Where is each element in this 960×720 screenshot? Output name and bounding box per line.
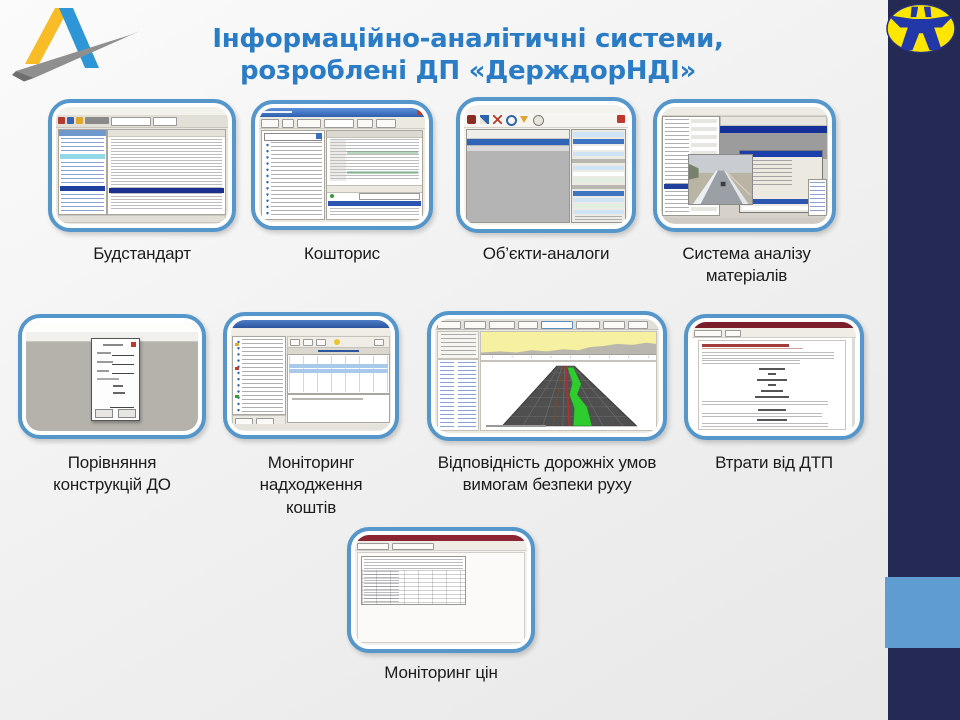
screenshot-monitorynh-koshtiv <box>231 320 391 431</box>
page-title <box>140 24 796 87</box>
header-text <box>364 559 463 570</box>
section-label <box>97 378 119 380</box>
thumbnail-monitorynh-koshtiv <box>223 312 399 439</box>
list-header <box>108 130 225 137</box>
mini-document <box>698 340 846 430</box>
price-table-body <box>361 570 466 605</box>
mini-side-list <box>808 179 827 216</box>
caption-vtraty-dtp: Втрати від ДТП <box>715 453 833 472</box>
field-underline-input <box>110 402 134 408</box>
tab <box>603 321 625 329</box>
ukravtodor-emblem-icon <box>884 3 958 54</box>
view-caption-line <box>486 425 546 427</box>
number-column <box>458 362 476 428</box>
detail-header-line <box>292 398 363 400</box>
mini-list-panel <box>107 129 226 215</box>
title-text <box>262 111 292 113</box>
search-icon <box>506 115 517 126</box>
selected-row <box>467 139 569 145</box>
bullet-column <box>235 339 241 412</box>
mini-statusbar <box>58 215 226 223</box>
prop-row <box>573 132 624 137</box>
tab <box>464 321 486 329</box>
mini-statusbar <box>662 218 827 223</box>
text-rows <box>330 139 419 181</box>
prop-row-selected <box>573 191 624 196</box>
caption-vidpovidnist: Відповідність дорожніх умов вимогам безпеки руху <box>437 453 657 495</box>
close-icon <box>417 109 423 115</box>
info-icon <box>533 115 544 126</box>
value-row <box>95 389 135 396</box>
profile-chart-image <box>481 332 656 360</box>
right-sidebar-accent-block <box>885 577 960 648</box>
filter-row <box>329 193 420 199</box>
tab <box>628 321 648 329</box>
green-text-row <box>347 171 418 174</box>
thumbnail-systema-analizu <box>653 99 836 232</box>
alert-icon <box>235 367 239 370</box>
selected-row <box>289 364 388 368</box>
value-row <box>95 382 135 389</box>
toolbar-chip <box>153 117 177 126</box>
toolbar-chip <box>58 117 65 124</box>
mini-records-table <box>466 129 570 223</box>
toolbar-button <box>290 339 300 346</box>
prop-row <box>573 166 624 170</box>
toolbar-button <box>282 119 294 128</box>
page-title-line2: розроблені ДП «ДерждорНДІ» <box>240 55 696 86</box>
text-lines <box>111 139 222 211</box>
star-icon <box>334 339 340 345</box>
road-photo <box>688 154 753 205</box>
tab <box>392 543 434 550</box>
table-header <box>327 131 422 138</box>
delete-x-icon <box>493 115 502 124</box>
text-lines <box>242 339 283 412</box>
toolbar-button <box>357 119 373 128</box>
field-labels <box>665 119 689 213</box>
highlight-row <box>60 154 105 159</box>
text-rows <box>330 208 419 217</box>
toolbar-button <box>376 119 396 128</box>
tab-active <box>541 321 573 329</box>
formula-line <box>755 396 789 398</box>
paragraph-lines <box>702 423 828 427</box>
mini-data-table <box>287 354 390 394</box>
field-underline-input <box>112 368 134 374</box>
caption-monitorynh-koshtiv: Моніторинг надходження коштів <box>259 453 363 517</box>
formula-line <box>768 384 776 386</box>
tab <box>357 543 389 550</box>
prop-row <box>573 146 624 150</box>
mini-table-panel <box>326 130 423 220</box>
mini-top-toolbar <box>720 116 827 126</box>
mini-detail-panel <box>287 394 390 423</box>
row-labels <box>364 571 399 603</box>
thumbnail-monitorynh-tsin <box>347 527 535 653</box>
field-label <box>97 352 111 354</box>
mini-statusbar <box>232 424 390 430</box>
paragraph-lines <box>702 401 828 407</box>
prop-row <box>573 172 624 176</box>
mini-menubar <box>661 107 828 115</box>
toolbar-chip <box>85 117 109 124</box>
formula-line <box>759 368 785 370</box>
dialog-title-text <box>103 344 123 346</box>
selected-row <box>289 369 388 373</box>
tab-strip <box>327 185 422 193</box>
green-text-row <box>347 151 418 154</box>
mini-workspace <box>357 552 525 643</box>
ok-button <box>95 409 112 418</box>
tab <box>725 330 741 337</box>
mini-titlebar <box>231 320 391 328</box>
field-underline-input <box>112 350 134 356</box>
caption-koshtorys: Кошторис <box>304 244 380 263</box>
formula-line <box>768 373 776 375</box>
screenshot-obiekty-analohy <box>464 105 628 225</box>
mini-toolbar <box>259 117 425 129</box>
prop-row <box>573 198 624 202</box>
filter-input <box>359 193 420 200</box>
text-lines <box>810 182 825 213</box>
selected-header-row <box>328 201 421 206</box>
thumbnail-vtraty-dtp <box>684 314 864 440</box>
mini-menubar <box>464 105 628 113</box>
formula-line <box>757 379 787 381</box>
value-text <box>113 392 125 394</box>
bullet-column <box>264 142 270 217</box>
toolbar-button <box>324 119 354 128</box>
filter-funnel-icon <box>520 116 528 123</box>
screenshot-vtraty-dtp <box>692 322 856 432</box>
mini-profile-chart <box>480 331 657 361</box>
selected-header-row <box>720 126 827 133</box>
field-label <box>97 370 109 372</box>
text-lines <box>61 138 104 212</box>
mini-tabs <box>435 319 659 330</box>
page-title-line1: Інформаційно-аналітичні системи, <box>212 24 724 54</box>
doc-heading <box>702 344 789 347</box>
tab <box>437 321 461 329</box>
section-separator <box>572 159 625 163</box>
selected-row <box>109 188 224 193</box>
app-red-icon <box>617 115 625 123</box>
formula-line <box>757 419 787 421</box>
road-3d-image <box>481 362 656 430</box>
number-column <box>440 362 454 428</box>
table-row <box>467 146 569 151</box>
doc-heading-underline <box>702 348 803 349</box>
scrollbar <box>852 338 855 430</box>
mini-titlebar <box>259 108 425 117</box>
cancel-button <box>118 409 135 418</box>
tab <box>576 321 600 329</box>
folder-icon <box>235 343 239 346</box>
field-row <box>95 366 135 375</box>
field-row <box>95 357 135 366</box>
mini-nav-panel <box>261 130 325 220</box>
road-photo-image <box>689 155 752 204</box>
tree-header <box>59 130 106 136</box>
section-separator <box>572 185 625 189</box>
doc-icon <box>467 115 476 124</box>
thumbnail-budstandart <box>48 99 236 232</box>
screenshot-porivniannia <box>26 322 198 431</box>
toolbar-chip <box>67 117 74 124</box>
mini-toolbar <box>464 113 628 128</box>
close-icon <box>131 342 136 347</box>
mini-titlebar <box>26 322 198 332</box>
thumbnail-vidpovidnist <box>427 311 667 441</box>
prop-row <box>573 210 624 214</box>
mini-toolbar <box>56 115 228 128</box>
table-header <box>467 130 569 139</box>
prop-row <box>573 152 624 156</box>
screenshot-budstandart <box>56 107 228 224</box>
prop-row <box>573 204 624 208</box>
mini-menubar <box>231 328 391 335</box>
value-text <box>113 385 123 387</box>
paragraph-lines <box>702 413 822 417</box>
thumbnail-porivniannia <box>18 314 206 439</box>
mini-number-list <box>437 359 479 431</box>
option-lines <box>441 334 476 356</box>
toolbar-button <box>374 339 384 346</box>
mini-tree-panel <box>58 129 107 215</box>
toolbar-button <box>303 339 313 346</box>
mini-tree-panel <box>232 336 286 415</box>
pencil-icon <box>480 115 489 124</box>
caption-obiekty-analohy: Об’єкти-аналоги <box>482 244 610 263</box>
mini-tabbar <box>692 328 856 338</box>
field-row <box>95 400 135 409</box>
field-row <box>95 348 135 357</box>
tab <box>694 330 722 337</box>
paragraph-lines <box>702 360 800 364</box>
toolbar-button <box>297 119 321 128</box>
apply-icon <box>330 194 334 198</box>
text-lines <box>271 142 322 217</box>
mini-menubar <box>56 107 228 115</box>
prop-row <box>573 178 624 182</box>
ok-icon <box>235 395 239 398</box>
mini-dialog <box>91 338 139 421</box>
screenshot-vidpovidnist <box>435 319 659 433</box>
mini-tabbar <box>355 541 527 551</box>
caption-porivniannia: Порівняння конструкцій ДО <box>53 453 171 495</box>
toolbar-chip <box>111 117 151 126</box>
paragraph-lines <box>702 352 834 360</box>
selected-row <box>60 186 105 191</box>
thumbnail-koshtorys <box>251 100 433 230</box>
combo-input <box>264 133 322 141</box>
formula-line <box>761 390 783 392</box>
formula-line <box>758 409 786 411</box>
combo-button <box>316 133 322 139</box>
button-row <box>95 409 135 417</box>
tab <box>489 321 515 329</box>
screenshot-systema-analizu <box>661 107 828 224</box>
screenshot-monitorynh-tsin <box>355 535 527 645</box>
prop-row-selected <box>573 139 624 144</box>
table-rows <box>289 356 388 392</box>
caption-systema-analizu: Система аналізу матеріалів <box>682 244 811 286</box>
table-title-text <box>318 350 358 352</box>
toolbar-chip <box>76 117 83 124</box>
tab <box>518 321 538 329</box>
mini-options-panel <box>437 331 479 359</box>
screenshot-koshtorys <box>259 108 425 222</box>
toolbar-button <box>316 339 326 346</box>
mini-properties-panel <box>571 129 626 223</box>
text-overlay <box>575 216 622 220</box>
field-underline-input <box>112 359 134 365</box>
section-row <box>95 375 135 382</box>
toolbar-button <box>261 119 279 128</box>
mini-road-view <box>480 361 657 431</box>
caption-budstandart: Будстандарт <box>93 244 191 263</box>
caption-monitorynh-tsin: Моніторинг цін <box>384 663 498 682</box>
thumbnail-obiekty-analohy <box>456 97 636 233</box>
